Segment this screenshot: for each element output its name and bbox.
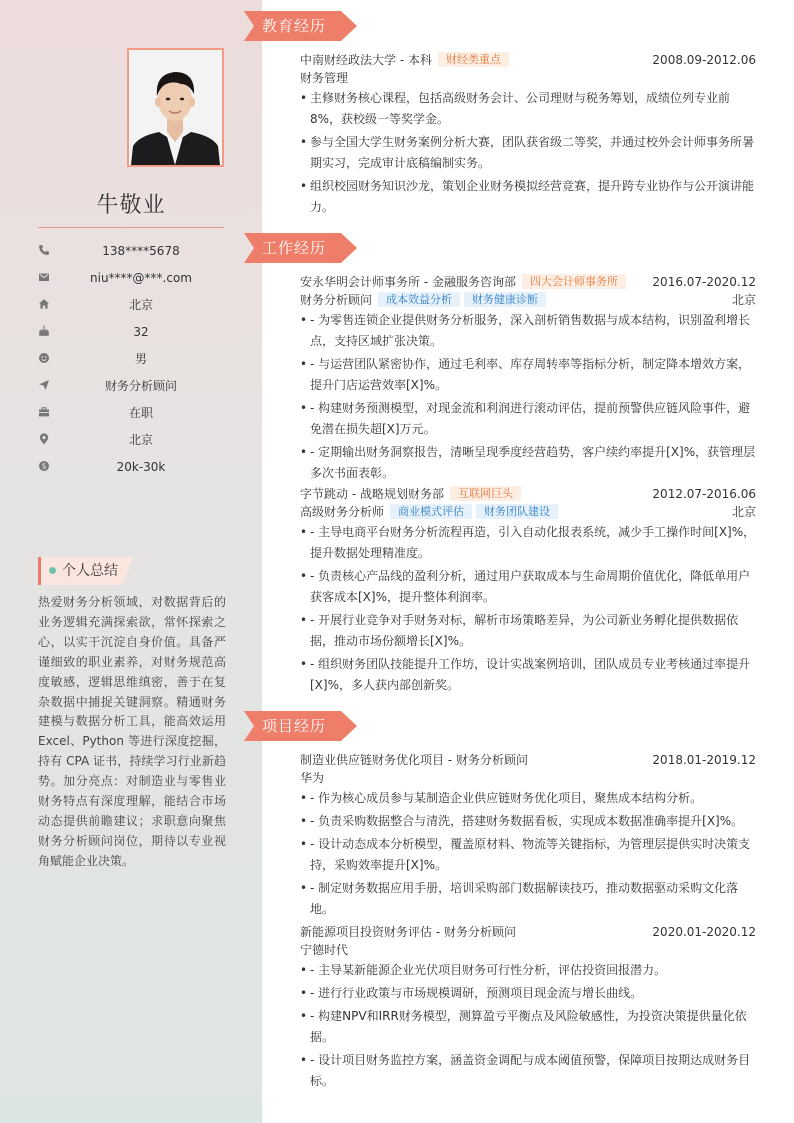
project-bullets	[300, 960, 756, 1092]
job-header	[300, 485, 756, 503]
section-title: 教育经历	[262, 17, 327, 35]
job-role-line	[300, 503, 756, 521]
company-tag: 互联网巨头	[450, 486, 521, 501]
work-entry	[300, 485, 756, 696]
list-item: • - 负责核心产品线的盈利分析，通过用户获取成本与生命周期价值优化，降低单用户获客成本[X]%，提升整体利润率。	[300, 566, 756, 608]
list-item: • - 构建财务预测模型，对现金流和利润进行滚动评估，提前预警供应链风险事件，避免潜在损失超[X]万元。	[300, 398, 756, 440]
list-item: • - 进行行业政策与市场规模调研，预测项目现金流与增长曲线。	[300, 983, 756, 1004]
avatar	[129, 50, 222, 165]
info-email: niu****@***.com	[38, 269, 224, 287]
job-header	[300, 273, 756, 291]
job-bullets	[300, 310, 756, 484]
salary-icon	[38, 460, 50, 472]
job-city: 北京	[731, 293, 756, 307]
list-item: • - 组织财务团队技能提升工作坊，设计实战案例培训，团队成员专业考核通过率提升[X]%，多人获内部创新奖。	[300, 654, 756, 696]
list-item: • - 为零售连锁企业提供财务分析服务，深入剖析销售数据与成本结构，识别盈利增长点，支持区域扩张决策。	[300, 310, 756, 352]
job-date: 2016.07-2020.12	[652, 275, 756, 289]
work-heading	[244, 233, 357, 263]
summary-heading-bar	[38, 557, 41, 585]
info-salary: $ 20k-30k	[38, 458, 224, 476]
projects-heading	[244, 711, 357, 741]
list-item: • - 构建NPV和IRR财务模型，测算盈亏平衡点及风险敏感性，为投资决策提供量化依据。	[300, 1006, 756, 1048]
project-client: 宁德时代	[300, 943, 349, 957]
cake-icon	[38, 325, 50, 337]
list-item: • - 开展行业竞争对手财务对标，解析市场策略差异，为公司新业务孵化提供数据依据，推动市场份额增长[X]%。	[300, 610, 756, 652]
info-status: 在职	[38, 404, 224, 422]
job-bullets	[300, 522, 756, 696]
sidebar	[0, 0, 262, 1123]
role-tag: 财务团队建设	[476, 504, 558, 519]
list-item: • - 主导电商平台财务分析流程再造，引入自动化报表系统，减少手工操作时间[X]%，提升数据处理精准度。	[300, 522, 756, 564]
mail-icon	[38, 271, 50, 283]
list-item: • - 制定财务数据应用手册，培训采购部门数据解读技巧，推动数据驱动采购文化落地。	[300, 878, 756, 920]
summary-heading-dot	[49, 567, 56, 574]
education-header	[300, 51, 756, 69]
project-date: 2018.01-2019.12	[652, 753, 756, 767]
info-age: 32	[38, 323, 224, 341]
list-item: • - 作为核心成员参与某制造企业供应链财务优化项目，聚焦成本结构分析。	[300, 788, 756, 809]
work-entry	[300, 273, 756, 484]
company-name: 安永华明会计师事务所 - 金融服务咨询部	[300, 275, 516, 289]
project-bullets	[300, 788, 756, 920]
school-tag: 财经类重点	[438, 52, 509, 67]
education-major: 财务管理	[300, 71, 349, 85]
project-entry	[300, 923, 756, 1092]
info-position: 财务分析顾问	[38, 377, 224, 395]
list-item: • 组织校园财务知识沙龙，策划企业财务模拟经营竞赛，提升跨专业协作与公开演讲能力。	[300, 176, 756, 218]
project-date: 2020.01-2020.12	[652, 925, 756, 939]
list-item: • - 设计项目财务监控方案，涵盖资金调配与成本阈值预警，保障项目按期达成财务目标。	[300, 1050, 756, 1092]
project-header	[300, 751, 756, 769]
project-entry	[300, 751, 756, 920]
list-item: • - 设计动态成本分析模型，覆盖原材料、物流等关键指标，为管理层提供实时决策支持，采购效率提升[X]%。	[300, 834, 756, 876]
school-name: 中南财经政法大学 - 本科	[300, 53, 432, 67]
profile-photo	[127, 48, 224, 167]
list-item: • - 主导某新能源企业光伏项目财务可行性分析，评估投资回报潜力。	[300, 960, 756, 981]
phone-icon	[38, 244, 50, 256]
location-icon	[38, 433, 50, 445]
list-item: • - 负责采购数据整合与清洗，搭建财务数据看板，实现成本数据准确率提升[X]%。	[300, 811, 756, 832]
info-phone: 138****5678	[38, 242, 224, 260]
list-item: • - 与运营团队紧密协作，通过毛利率、库存周转率等指标分析，制定降本增效方案，提升门店运营效率[X]%。	[300, 354, 756, 396]
summary-heading	[38, 557, 134, 585]
role-tag: 财务健康诊断	[464, 292, 546, 307]
role-tag: 商业模式评估	[390, 504, 472, 519]
education-date: 2008.09-2012.06	[652, 53, 756, 67]
list-item: • 主修财务核心课程，包括高级财务会计、公司理财与税务筹划，成绩位列专业前8%，获校级一等奖学金。	[300, 88, 756, 130]
info-location: 北京	[38, 431, 224, 449]
project-name: 新能源项目投资财务评估 - 财务分析顾问	[300, 925, 516, 939]
summary-text: 热爱财务分析领域，对数据背后的业务逻辑充满探索欲，常怀探索之心，以实干沉淀自身价值。具备严谨细致的职业素养，对财务规范高度敏感，逻辑思维缜密，善于在复杂数据中捕捉关键洞察。精通财务建模与数据分析工具，能高效运用 Excel、Python 等进行深度挖掘，持有 CPA 证书，持续学习行业新趋势。加分亮点：对制造业与零售业财务特点有深度理解，能结合市场动态提供前瞻建议；求职意向聚焦财务分析顾问岗位，期待以专业视角赋能企业决策。	[38, 595, 226, 868]
role-tag: 成本效益分析	[378, 292, 460, 307]
info-gender: 男	[38, 350, 224, 368]
candidate-name: 牛敬业	[96, 193, 166, 218]
education-bullets	[300, 88, 756, 218]
project-header	[300, 923, 756, 941]
job-city: 北京	[731, 505, 756, 519]
education-entry	[300, 51, 756, 218]
summary-title: 个人总结	[62, 563, 118, 579]
name-divider	[38, 227, 224, 228]
info-home: 北京	[38, 296, 224, 314]
project-client: 华为	[300, 771, 325, 785]
job-role-line	[300, 291, 756, 309]
education-heading	[244, 11, 357, 41]
svg-text:$: $	[41, 461, 47, 471]
job-role: 高级财务分析师	[300, 505, 385, 519]
company-tag: 四大会计师事务所	[522, 274, 626, 289]
briefcase-icon	[38, 406, 50, 418]
home-icon	[38, 298, 50, 310]
send-icon	[38, 379, 50, 391]
job-role: 财务分析顾问	[300, 293, 373, 307]
list-item: • 参与全国大学生财务案例分析大赛，团队获省级二等奖，并通过校外会计师事务所暑期实习，完成审计底稿编制实务。	[300, 132, 756, 174]
section-title: 工作经历	[262, 239, 327, 257]
person-icon	[38, 352, 50, 364]
section-title: 项目经历	[262, 717, 327, 735]
job-date: 2012.07-2016.06	[652, 487, 756, 501]
project-name: 制造业供应链财务优化项目 - 财务分析顾问	[300, 753, 528, 767]
company-name: 字节跳动 - 战略规划财务部	[300, 487, 444, 501]
list-item: • - 定期输出财务洞察报告，清晰呈现季度经营趋势，客户续约率提升[X]%，获管理层多次书面表彰。	[300, 442, 756, 484]
